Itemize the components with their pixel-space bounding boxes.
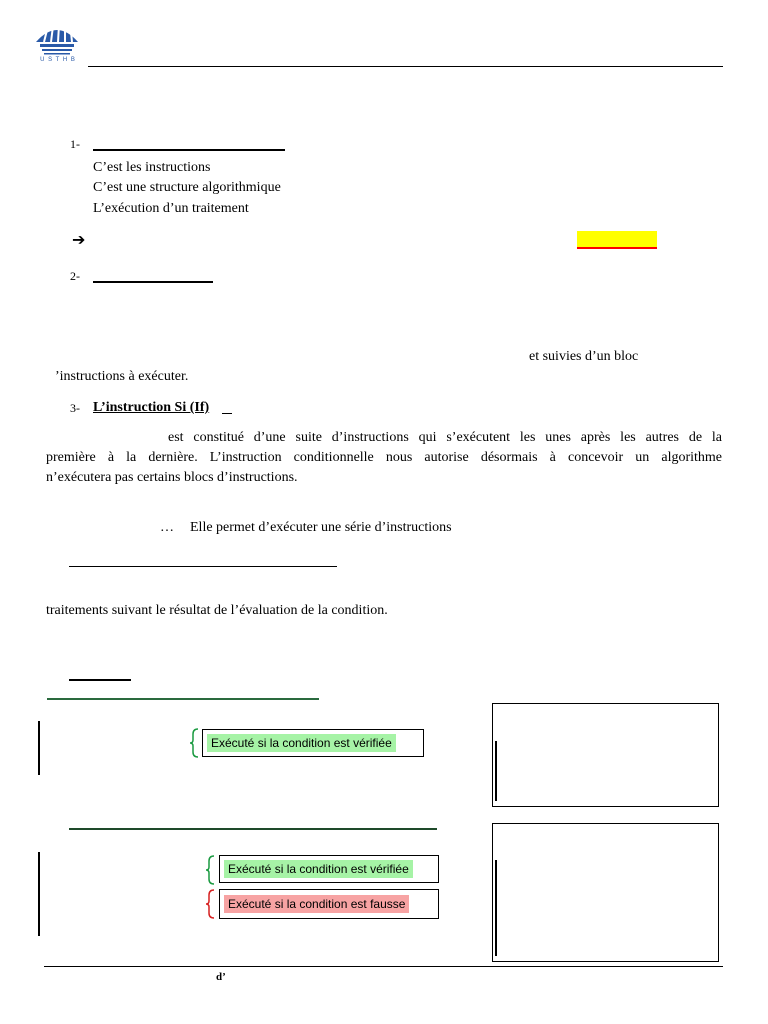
form2-flowchart-bar [495, 860, 497, 956]
university-logo [34, 20, 80, 66]
form1-flowchart-bar [495, 741, 497, 801]
traitements-sentence: traitements suivant le résultat de l’évaluation de la condition. [46, 603, 388, 618]
section2-fragment-right: et suivies d’un bloc [529, 349, 639, 364]
section3-number: 3- [70, 401, 80, 415]
section3-paragraph-line2: première à la dernière. L’instruction conditionnelle nous autorise désormais à concevoir un algorithme [46, 450, 722, 465]
section1-number: 1- [70, 137, 80, 151]
form2-heading-rule [69, 828, 437, 830]
section3-paragraph-line3: n’exécutera pas certains blocs d’instructions. [46, 470, 298, 485]
highlight-marker [577, 231, 657, 249]
header-rule [88, 66, 723, 67]
form2-true-label: Exécuté si la condition est vérifiée [224, 860, 413, 878]
section2-fragment-left: ’instructions à exécuter. [55, 369, 189, 384]
definition-blank [69, 566, 337, 567]
permit-sentence: Elle permet d’exécuter une série d’instructions [190, 520, 452, 535]
syntax-heading-blank [69, 679, 131, 681]
curly-brace-green-icon [205, 855, 217, 885]
ellipsis: … [160, 520, 174, 535]
section3-title: L’instruction Si (If) [93, 400, 210, 415]
form1-left-bar [38, 721, 40, 775]
form2-flowchart-frame [492, 823, 719, 962]
section2-title-blank [93, 281, 213, 283]
form2-false-label: Exécuté si la condition est fausse [224, 895, 409, 913]
form1-heading-rule [47, 698, 319, 700]
section1-line-3: L’exécution d’un traitement [93, 201, 249, 216]
form2-left-bar [38, 852, 40, 936]
section1-title-blank [93, 149, 285, 151]
footer-rule [44, 966, 723, 967]
section3-paragraph-line1: est constitué d’une suite d’instructions qui s’exécutent les unes après les autres de la [168, 430, 722, 445]
form1-true-label: Exécuté si la condition est vérifiée [207, 734, 396, 752]
section2-number: 2- [70, 269, 80, 283]
curly-brace-red-icon [205, 889, 217, 919]
section1-line-1: C’est les instructions [93, 160, 211, 175]
curly-brace-green-icon [189, 728, 201, 758]
section3-title-underline-extension [222, 413, 232, 414]
logo-caption: U S T H B [40, 57, 76, 63]
section1-line-2: C’est une structure algorithmique [93, 180, 281, 195]
form1-flowchart-frame [492, 703, 719, 807]
footer-text: d’ [216, 971, 226, 983]
arrow-right-icon: ➔ [72, 230, 86, 249]
